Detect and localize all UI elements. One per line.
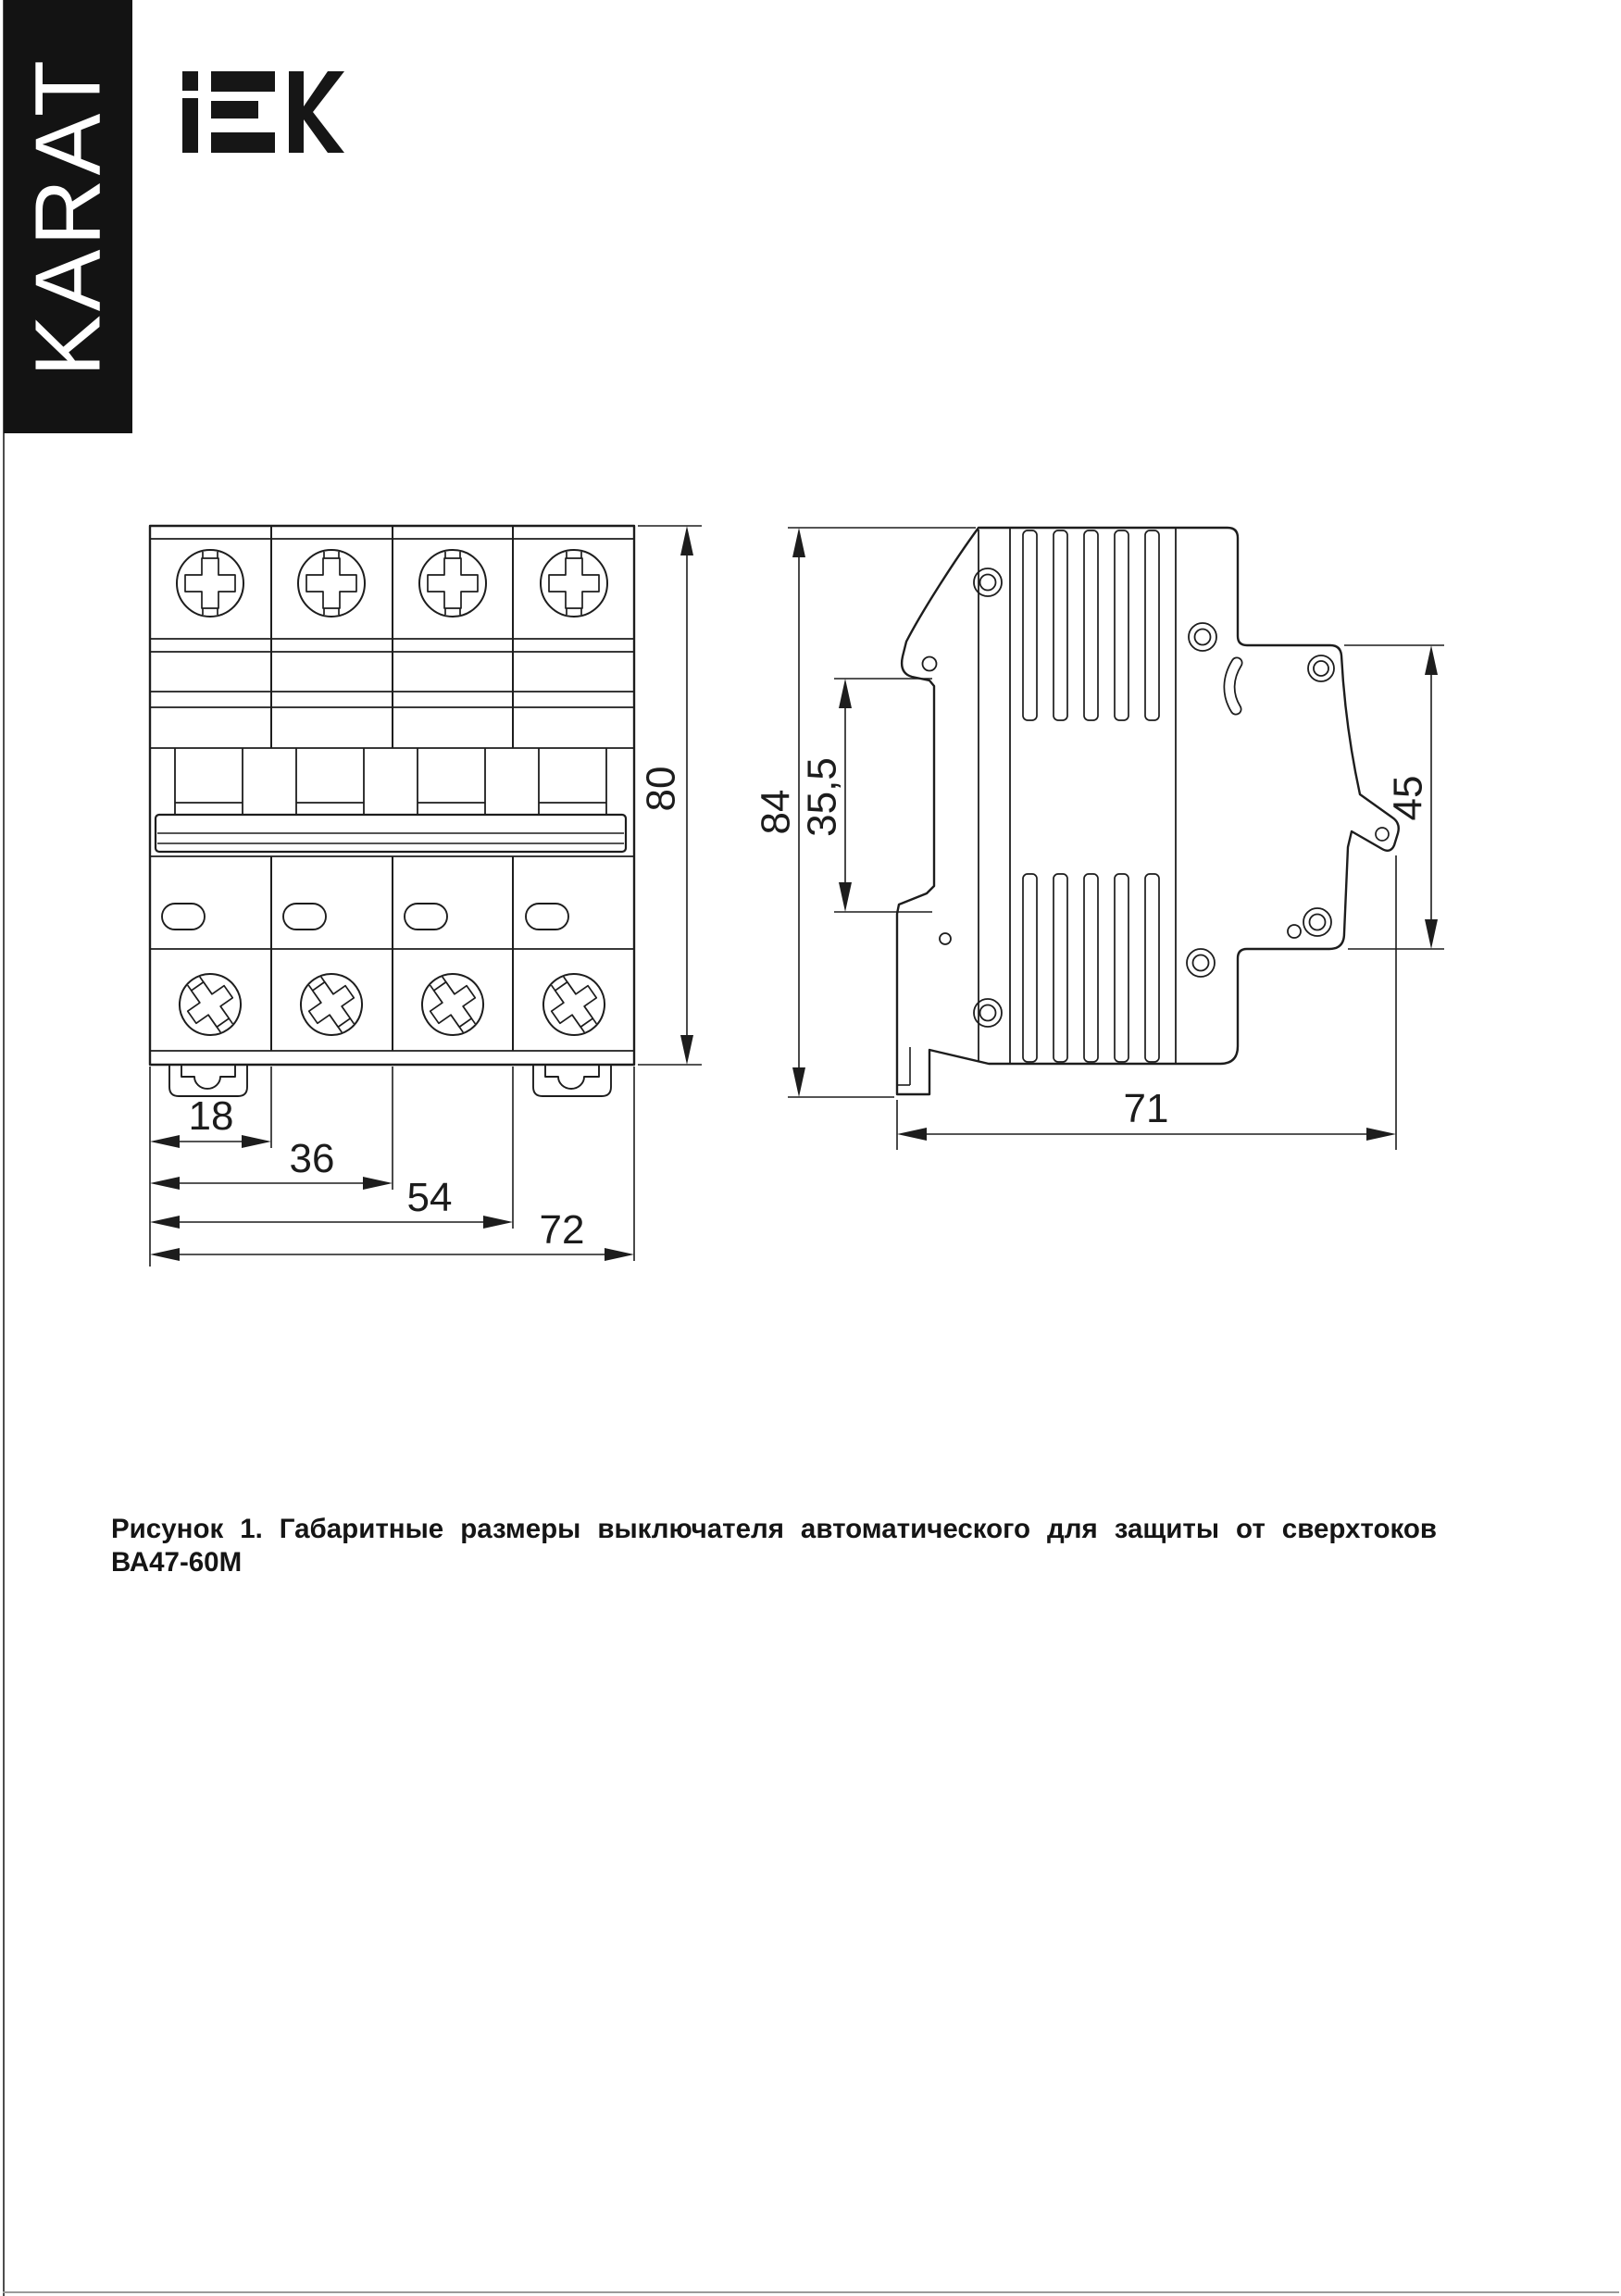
side-dim-back-height-label: 45	[1385, 775, 1431, 821]
iek-logo-e-mid	[211, 101, 258, 119]
front-din-clips	[169, 1065, 611, 1096]
front-dim-1pole	[150, 1093, 271, 1148]
side-dim-din-span-label: 35,5	[799, 757, 845, 837]
screw-icon	[168, 962, 253, 1047]
screw-icon	[541, 550, 607, 617]
screw-icon	[419, 550, 486, 617]
iek-logo-k	[289, 71, 344, 153]
side-dim-depth-label: 71	[1123, 1086, 1169, 1131]
side-dim-height-label: 84	[753, 789, 799, 835]
front-label-windows	[162, 904, 568, 930]
front-toggle-row	[175, 748, 606, 815]
screw-icon	[410, 962, 495, 1047]
front-dim-height	[638, 526, 702, 1065]
iek-logo	[182, 71, 344, 153]
iek-logo-i-stem	[182, 98, 198, 153]
front-dim-3pole-label: 54	[406, 1175, 453, 1220]
front-dim-1pole-label: 18	[188, 1093, 234, 1139]
front-crossbar	[156, 815, 626, 852]
screw-icon	[177, 550, 243, 617]
side-body-outline	[897, 528, 1399, 1094]
front-pole-dividers	[271, 526, 513, 1051]
side-dim-din-span	[800, 679, 933, 912]
screw-icon	[298, 550, 365, 617]
front-dim-total-width	[150, 1207, 634, 1261]
front-dim-total-width-label: 72	[539, 1207, 585, 1253]
front-dim-2pole-label: 36	[289, 1136, 335, 1181]
karat-brand-label: KARAT	[16, 56, 119, 377]
page-scan-edge-bottom	[3, 2291, 1619, 2293]
figure-caption: Рисунок 1. Габаритные размеры выключателя автоматического для защиты от сверхтоков ВА47-60М	[111, 1514, 1437, 1578]
iek-logo-e-bottom	[211, 132, 275, 153]
side-view	[754, 528, 1445, 1150]
screw-icon	[531, 962, 617, 1047]
front-view	[150, 526, 702, 1267]
iek-logo-i-dot	[182, 71, 198, 91]
front-dim-height-label: 80	[638, 766, 684, 812]
screw-icon	[289, 962, 374, 1047]
iek-logo-e-top	[211, 71, 275, 92]
